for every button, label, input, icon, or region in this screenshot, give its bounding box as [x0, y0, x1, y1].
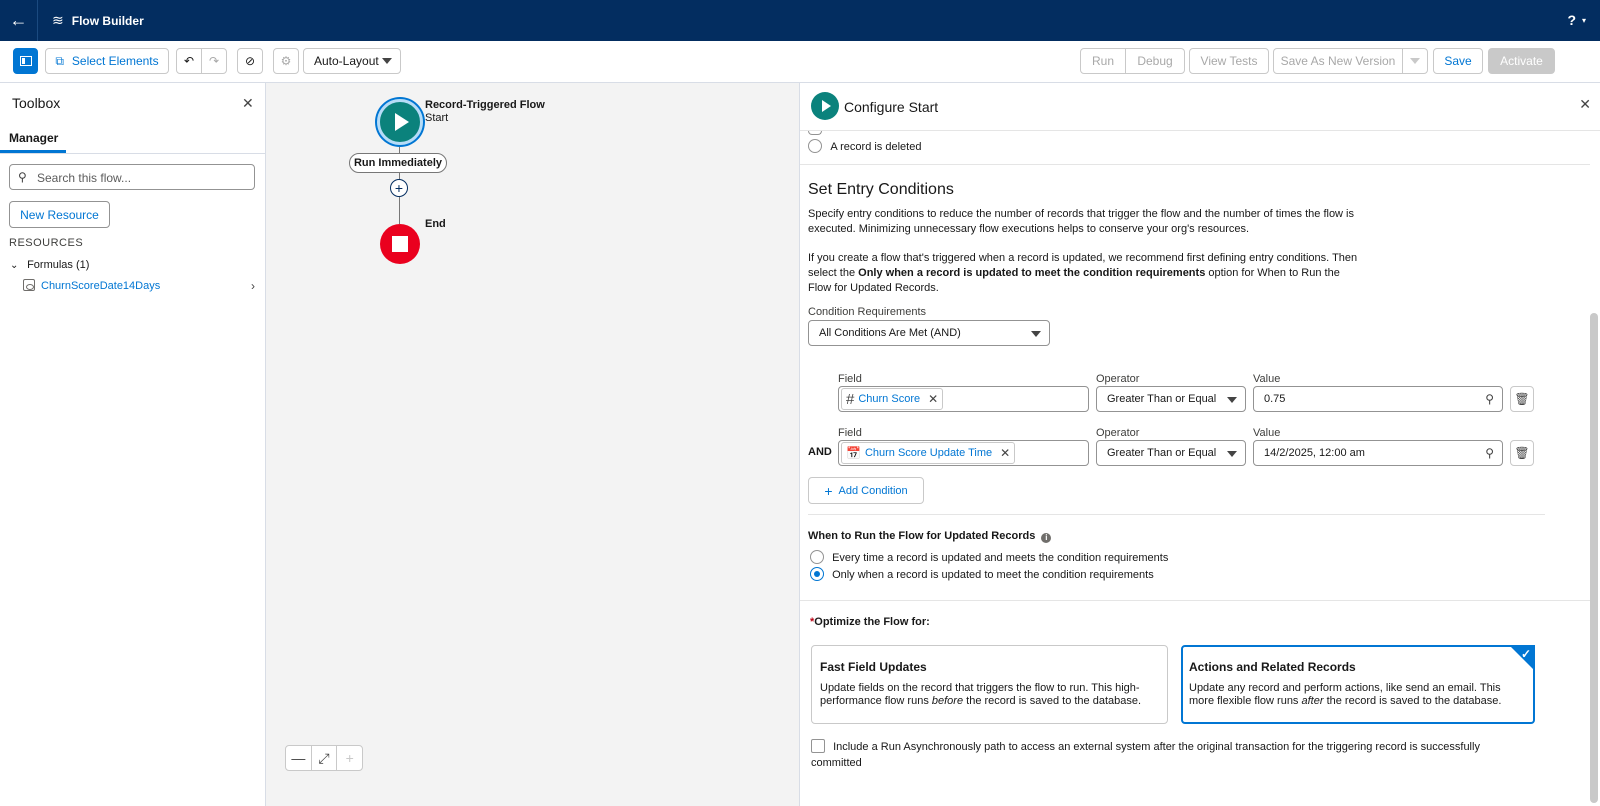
select-icon: ⧉	[55, 53, 64, 68]
value-input[interactable]	[1253, 386, 1503, 412]
builder-toolbar	[0, 41, 1600, 83]
when-to-run-label	[808, 530, 1051, 543]
delete-condition-button[interactable]	[1510, 386, 1534, 412]
search-placeholder: Search this flow...	[37, 171, 132, 185]
activate-button[interactable]: Activate	[1488, 48, 1555, 74]
checkbox-label: Include a Run Asynchronously path to access an external system after the original transaction for the triggering record is successfully committed	[811, 741, 1480, 769]
close-icon[interactable]: ✕	[1579, 96, 1591, 112]
run-button[interactable]: Run	[1080, 48, 1126, 74]
app-title: Flow Builder	[71, 13, 144, 28]
save-button[interactable]: Save	[1433, 48, 1483, 74]
field-label: Field	[838, 427, 862, 439]
and-prefix: AND	[808, 446, 832, 458]
card-actions-related-records[interactable]	[1181, 645, 1535, 724]
close-icon[interactable]: ✕	[242, 95, 254, 111]
stop-icon	[392, 236, 408, 252]
operator-select[interactable]	[1096, 440, 1246, 466]
value-text: 14/2/2025, 12:00 am	[1264, 447, 1365, 459]
view-tests-button[interactable]: View Tests	[1189, 48, 1269, 74]
value-label: Value	[1253, 427, 1281, 439]
operator-value: Greater Than or Equal	[1107, 447, 1217, 459]
card-desc-text: Update fields on the record that triggers the flow to run. This high-performance flow runs	[820, 682, 1140, 707]
card-title: Fast Field Updates	[820, 660, 927, 674]
help-icon[interactable]: ?	[1567, 12, 1576, 28]
zoom-in-button[interactable]: +	[345, 750, 354, 766]
field-pill[interactable]	[841, 388, 943, 410]
divider	[800, 164, 1590, 165]
card-desc-em: after	[1301, 695, 1324, 707]
back-arrow-icon[interactable]: ←	[0, 0, 38, 41]
value-label: Value	[1253, 373, 1281, 385]
field-pill[interactable]	[841, 442, 1015, 464]
checkmark-icon: ✓	[1520, 647, 1531, 661]
resources-heading: RESOURCES	[9, 237, 84, 249]
trash-icon: 🗑	[1514, 446, 1530, 460]
fit-view-button[interactable]: ⤢	[312, 746, 338, 770]
number-icon: #	[846, 390, 855, 408]
entry-conditions-title: Set Entry Conditions	[808, 181, 954, 198]
radio-label: A record is deleted	[830, 141, 922, 153]
card-description	[820, 682, 1150, 708]
add-condition-button[interactable]	[808, 477, 924, 504]
gear-icon: ⚙	[280, 54, 292, 68]
condition-field-input[interactable]	[838, 386, 1089, 412]
search-icon[interactable]: ⚲	[1485, 446, 1494, 460]
card-desc-em: before	[931, 695, 964, 707]
redo-button[interactable]	[201, 48, 227, 74]
new-resource-button[interactable]: New Resource	[9, 201, 110, 228]
async-path-option[interactable]	[811, 739, 1531, 771]
radio-record-deleted[interactable]	[808, 139, 921, 153]
save-options-dropdown[interactable]	[1402, 48, 1428, 74]
toolbox-panel	[0, 83, 266, 806]
panel-header	[800, 83, 1600, 131]
field-pill-label: Churn Score Update Time	[864, 447, 993, 459]
radio-label: Every time a record is updated and meets the condition requirements	[832, 552, 1169, 564]
zoom-controls	[285, 745, 363, 771]
recommendation-text: If you create a flow that's triggered when a record is updated, we recommend first defining entry conditions. Then select the	[808, 252, 1358, 279]
panel-scrollbar[interactable]	[1590, 313, 1598, 803]
zoom-out-button[interactable]: —	[286, 746, 312, 770]
start-icon	[811, 92, 839, 120]
search-icon[interactable]: ⚲	[1485, 392, 1494, 406]
tab-divider	[0, 153, 266, 154]
operator-label: Operator	[1096, 373, 1140, 385]
chevron-down-icon	[1227, 397, 1237, 403]
remove-icon[interactable]: ✕	[928, 392, 939, 406]
when-to-run-text: When to Run the Flow for Updated Records	[808, 530, 1036, 542]
condition-requirements-value: All Conditions Are Met (AND)	[819, 327, 961, 339]
info-icon[interactable]: i	[1041, 533, 1051, 543]
flow-logo-icon: ≋	[52, 12, 64, 28]
calendar-icon: 📅	[846, 446, 861, 460]
operator-value: Greater Than or Equal	[1107, 393, 1217, 405]
card-title: Actions and Related Records	[1189, 660, 1356, 674]
flow-canvas[interactable]	[266, 83, 799, 806]
tab-manager[interactable]: Manager	[9, 131, 59, 145]
start-node[interactable]	[377, 99, 423, 145]
start-node-title: Record-Triggered Flow	[425, 99, 545, 111]
redo-icon: ↷	[208, 54, 220, 68]
required-marker: *	[810, 616, 815, 628]
card-fast-field-updates[interactable]	[811, 645, 1168, 724]
card-desc-text-end: the record is saved to the database.	[963, 695, 1142, 707]
recommendation-text-end: option for When to Run the Flow for Updated Records.	[808, 267, 1340, 294]
formulas-group-toggle[interactable]	[10, 259, 89, 271]
add-element-button[interactable]: +	[390, 179, 408, 197]
panel-title: Configure Start	[844, 99, 939, 115]
layout-mode-select[interactable]	[303, 48, 401, 74]
run-option-every-time[interactable]	[810, 550, 1168, 564]
optimize-label-text: Optimize the Flow for:	[814, 616, 930, 628]
card-desc-text-end: the record is saved to the database.	[1323, 695, 1502, 707]
trash-icon: 🗑	[1514, 392, 1530, 406]
resource-item-label: ChurnScoreDate14Days	[41, 280, 161, 292]
disable-button[interactable]	[237, 48, 263, 74]
search-input[interactable]	[9, 164, 255, 190]
value-input[interactable]	[1253, 440, 1503, 466]
toggle-toolbox-button[interactable]	[13, 48, 38, 74]
undo-button[interactable]	[176, 48, 202, 74]
field-pill-label: Churn Score	[858, 393, 921, 405]
plus-icon: +	[824, 482, 833, 499]
delete-condition-button[interactable]	[1510, 440, 1534, 466]
remove-icon[interactable]: ✕	[1000, 446, 1011, 460]
run-option-only-when[interactable]	[810, 567, 1154, 581]
toolbox-title: Toolbox	[12, 95, 61, 111]
run-immediately-path[interactable]: Run Immediately	[349, 153, 447, 173]
formulas-group-label: Formulas (1)	[27, 259, 90, 271]
card-desc-text: Update any record and perform actions, like send an email. This more flexible flow runs	[1189, 682, 1501, 707]
select-elements-label: Select Elements	[71, 54, 159, 68]
radio-label: Only when a record is updated to meet the condition requirements	[832, 569, 1154, 581]
entry-conditions-description: Specify entry conditions to reduce the number of records that trigger the flow and the number of times the flow is executed. Minimizing unnecessary flow executions helps to conserve your org's resources.	[808, 208, 1355, 235]
undo-icon: ↶	[183, 54, 195, 68]
operator-label: Operator	[1096, 427, 1140, 439]
field-label: Field	[838, 373, 862, 385]
entry-conditions-recommendation	[808, 251, 1358, 296]
condition-requirements-label: Condition Requirements	[808, 306, 927, 318]
chevron-right-icon[interactable]: ›	[251, 279, 255, 293]
radio-button[interactable]	[808, 139, 822, 153]
connector-line	[399, 197, 400, 224]
layout-mode-value: Auto-Layout	[314, 54, 379, 68]
add-condition-label: Add Condition	[838, 484, 908, 497]
checkbox[interactable]	[811, 739, 825, 753]
end-node-label: End	[425, 218, 446, 230]
resource-item[interactable]	[23, 279, 255, 292]
settings-button[interactable]	[273, 48, 299, 74]
recommendation-bold: Only when a record is updated to meet the condition requirements	[858, 267, 1206, 279]
panel-icon	[20, 56, 32, 66]
radio-partial[interactable]	[808, 131, 822, 135]
divider	[808, 514, 1545, 515]
chevron-down-icon	[382, 58, 392, 64]
radio-button[interactable]	[810, 550, 824, 564]
calendar-icon	[23, 279, 35, 291]
operator-select[interactable]	[1096, 386, 1246, 412]
save-as-new-version-button[interactable]: Save As New Version	[1273, 48, 1403, 74]
start-node-subtitle: Start	[425, 112, 449, 124]
play-icon	[395, 113, 409, 131]
chevron-down-icon: ⌄	[10, 260, 19, 271]
radio-button-selected[interactable]	[810, 567, 824, 581]
app-header	[0, 0, 1600, 41]
condition-field-input[interactable]	[838, 440, 1089, 466]
select-elements-button[interactable]	[45, 48, 169, 74]
configure-start-panel	[799, 83, 1600, 806]
search-icon: ⚲	[18, 170, 27, 184]
end-node[interactable]	[380, 224, 420, 264]
chevron-down-icon	[1031, 331, 1041, 337]
chevron-down-icon	[1227, 451, 1237, 457]
help-menu-caret-icon[interactable]: ▾	[1581, 16, 1586, 25]
chevron-down-icon	[1410, 58, 1420, 64]
condition-requirements-select[interactable]	[808, 320, 1050, 346]
block-icon: ⊘	[244, 54, 256, 68]
card-description	[1189, 682, 1519, 708]
debug-button[interactable]: Debug	[1125, 48, 1185, 74]
optimize-label	[810, 616, 930, 628]
value-text: 0.75	[1264, 393, 1286, 405]
divider	[800, 600, 1590, 601]
